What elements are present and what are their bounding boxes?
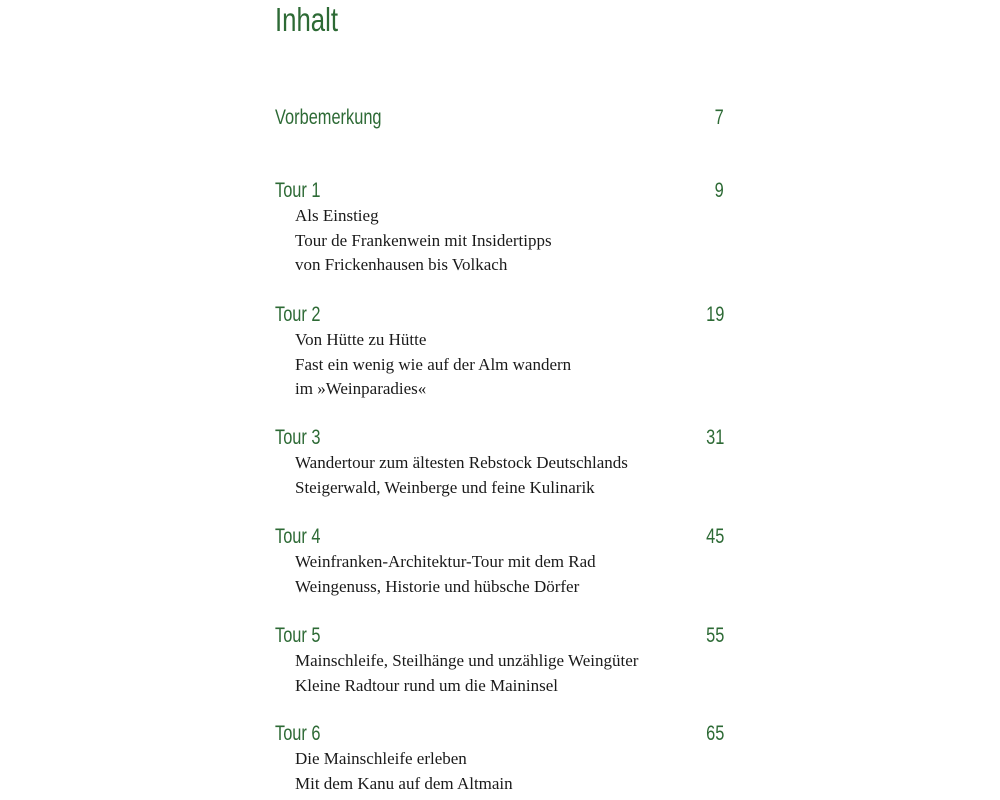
toc-entry-head bbox=[275, 721, 724, 747]
toc-entry-page-number[interactable]: 31 bbox=[705, 426, 724, 449]
toc-entry-line: Fast ein wenig wie auf der Alm wandern bbox=[295, 354, 572, 374]
toc-entry-label[interactable]: Tour 2 bbox=[275, 303, 321, 326]
toc-entry-line: Von Hütte zu Hütte bbox=[295, 330, 427, 349]
toc-entry-head bbox=[275, 623, 724, 649]
toc-entry-description bbox=[295, 550, 724, 599]
toc-entry-line: im »Weinparadies« bbox=[295, 379, 427, 399]
toc-entry-line: Mit dem Kanu auf dem Altmain bbox=[295, 773, 513, 793]
toc-entry-tour-2[interactable] bbox=[275, 302, 724, 402]
toc-entry-line: Die Mainschleife erleben bbox=[295, 749, 467, 768]
toc-entry-line: Wandertour zum ältesten Rebstock Deutschlands bbox=[295, 453, 628, 472]
toc-entry-line: Weinfranken-Architektur-Tour mit dem Rad bbox=[295, 552, 596, 571]
toc-entry-page-number[interactable]: 45 bbox=[705, 525, 724, 548]
toc-entry-page-number[interactable]: 55 bbox=[705, 624, 724, 647]
toc-entry-line: Weingenuss, Historie und hübsche Dörfer bbox=[295, 576, 580, 596]
toc-entry-head bbox=[275, 178, 724, 204]
toc-entry-line: Mainschleife, Steilhänge und unzählige Weingüter bbox=[295, 651, 639, 670]
toc-entry-label[interactable]: Tour 3 bbox=[275, 426, 321, 449]
toc-entry-page-number[interactable]: 19 bbox=[705, 303, 724, 326]
toc-entry-description bbox=[295, 649, 724, 698]
toc-entry-line: Als Einstieg bbox=[295, 206, 379, 225]
toc-entry-head bbox=[275, 524, 724, 550]
toc-entry-page-number[interactable]: 7 bbox=[714, 106, 724, 129]
toc-entry-tour-4[interactable] bbox=[275, 524, 724, 599]
toc-entry-head bbox=[275, 105, 724, 131]
toc-entry-line: von Frickenhausen bis Volkach bbox=[295, 255, 508, 275]
toc-entry-tour-1[interactable] bbox=[275, 178, 724, 278]
toc-entry-label[interactable]: Tour 5 bbox=[275, 624, 321, 647]
page-title: Inhalt bbox=[275, 1, 338, 38]
toc-entry-head bbox=[275, 425, 724, 451]
toc-entry-head bbox=[275, 302, 724, 328]
toc-entry-vorbemerkung[interactable] bbox=[275, 105, 724, 131]
toc-entry-label[interactable]: Tour 6 bbox=[275, 722, 321, 745]
toc-entry-description bbox=[295, 328, 724, 402]
toc-entry-line: Kleine Radtour rund um die Maininsel bbox=[295, 675, 558, 695]
toc-entry-label[interactable]: Tour 1 bbox=[275, 179, 321, 202]
toc-entry-description bbox=[295, 747, 724, 796]
toc-entry-label[interactable]: Vorbemerkung bbox=[275, 106, 382, 129]
toc-entry-page-number[interactable]: 9 bbox=[714, 179, 724, 202]
toc-entry-tour-3[interactable] bbox=[275, 425, 724, 500]
toc-entry-description bbox=[295, 204, 724, 278]
toc-entry-tour-6[interactable] bbox=[275, 721, 724, 796]
toc-entry-page-number[interactable]: 65 bbox=[705, 722, 724, 745]
toc-entry-label[interactable]: Tour 4 bbox=[275, 525, 321, 548]
toc-entry-line: Steigerwald, Weinberge und feine Kulinarik bbox=[295, 477, 595, 497]
toc-entry-line: Tour de Frankenwein mit Insidertipps bbox=[295, 230, 552, 250]
toc-entry-description bbox=[295, 451, 724, 500]
toc-entry-tour-5[interactable] bbox=[275, 623, 724, 698]
